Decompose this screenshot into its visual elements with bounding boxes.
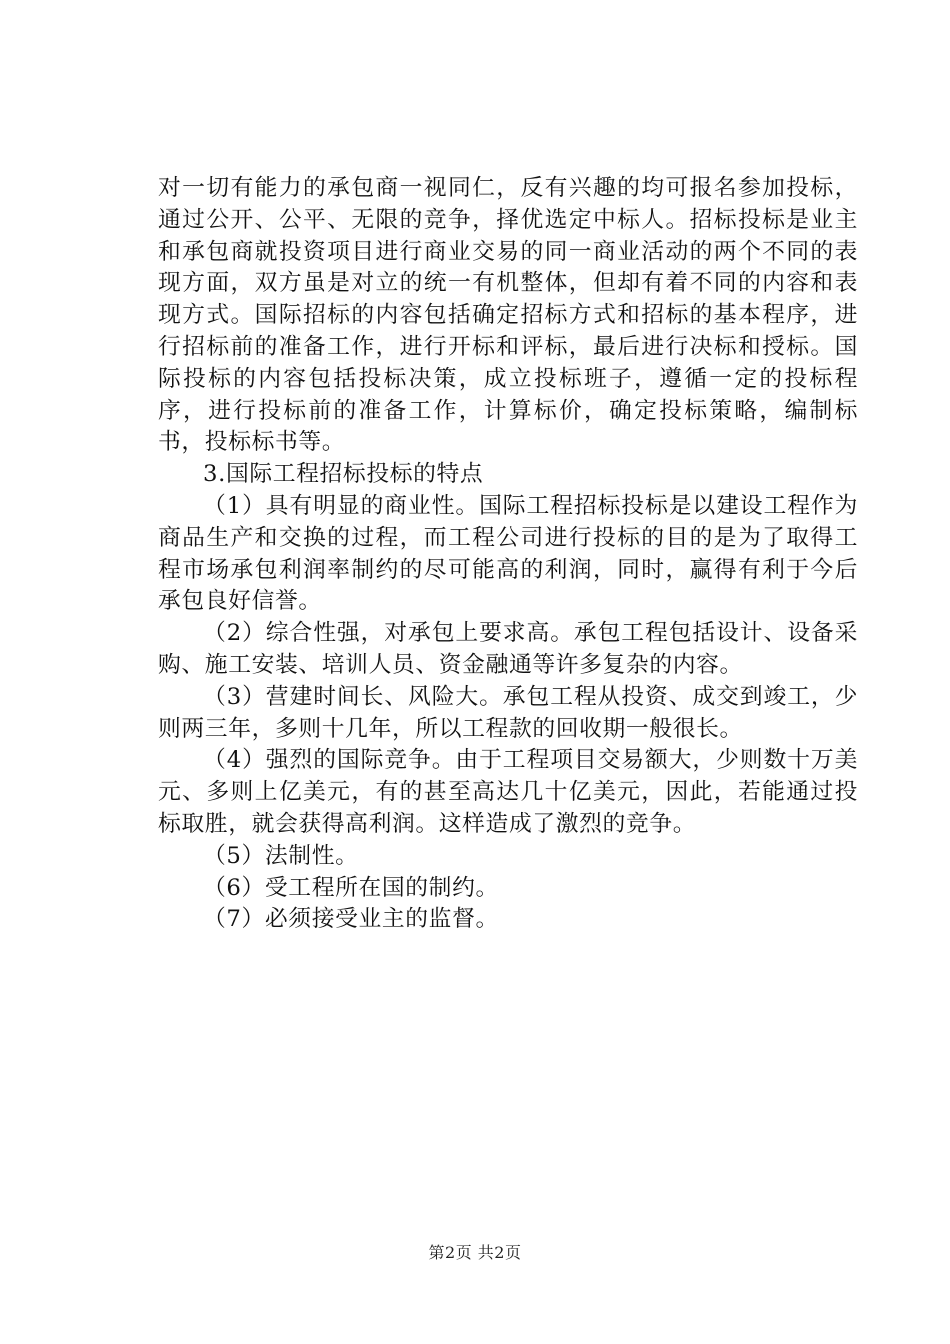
paragraph-item-7: （7）必须接受业主的监督。 — [203, 906, 499, 933]
paragraph-item-5: （5）法制性。 — [203, 842, 359, 869]
section-heading-characteristics: 3.国际工程招标投标的特点 — [203, 461, 484, 488]
paragraph-item-1: （1）具有明显的商业性。国际工程招标投标是以建设工程作为商品生产和交换的过程，而工程公司进行投标的目的是为了取得工程市场承包利润率制约的尽可能高的利润，同时，赢得有利于今后承包良好信誉。 — [158, 492, 858, 615]
paragraph-item-2: （2）综合性强，对承包上要求高。承包工程包括设计、设备采购、施工安装、培训人员、资金融通等许多复杂的内容。 — [158, 620, 858, 678]
paragraph-item-4: （4）强烈的国际竞争。由于工程项目交易额大，少则数十万美元、多则上亿美元，有的甚至高达几十亿美元，因此，若能通过投标取胜，就会获得高利润。这样造成了激烈的竞争。 — [158, 747, 858, 837]
paragraph-item-3: （3）营建时间长、风险大。承包工程从投资、成交到竣工，少则两三年，多则十几年，所以工程款的回收期一般很长。 — [158, 683, 858, 742]
document-body — [158, 173, 858, 936]
page-number-footer: 第2页 共2页 — [428, 1243, 522, 1262]
paragraph-bidding-overview: 对一切有能力的承包商一视同仁，反有兴趣的均可报名参加投标，通过公开、公平、无限的竞争，择优选定中标人。招标投标是业主和承包商就投资项目进行商业交易的同一商业活动的两个不同的表现方面，双方虽是对立的统一有机整体，但却有着不同的内容和表现方式。国际招标的内容包括确定招标方式和招标的基本程序，进行招标前的准备工作，进行开标和评标，最后进行决标和授标。国际投标的内容包括投标决策，成立投标班子，遵循一定的投标程序，进行投标前的准备工作，计算标价，确定投标策略，编制标书，投标标书等。 — [158, 175, 858, 456]
paragraph-item-6: （6）受工程所在国的制约。 — [203, 874, 499, 901]
